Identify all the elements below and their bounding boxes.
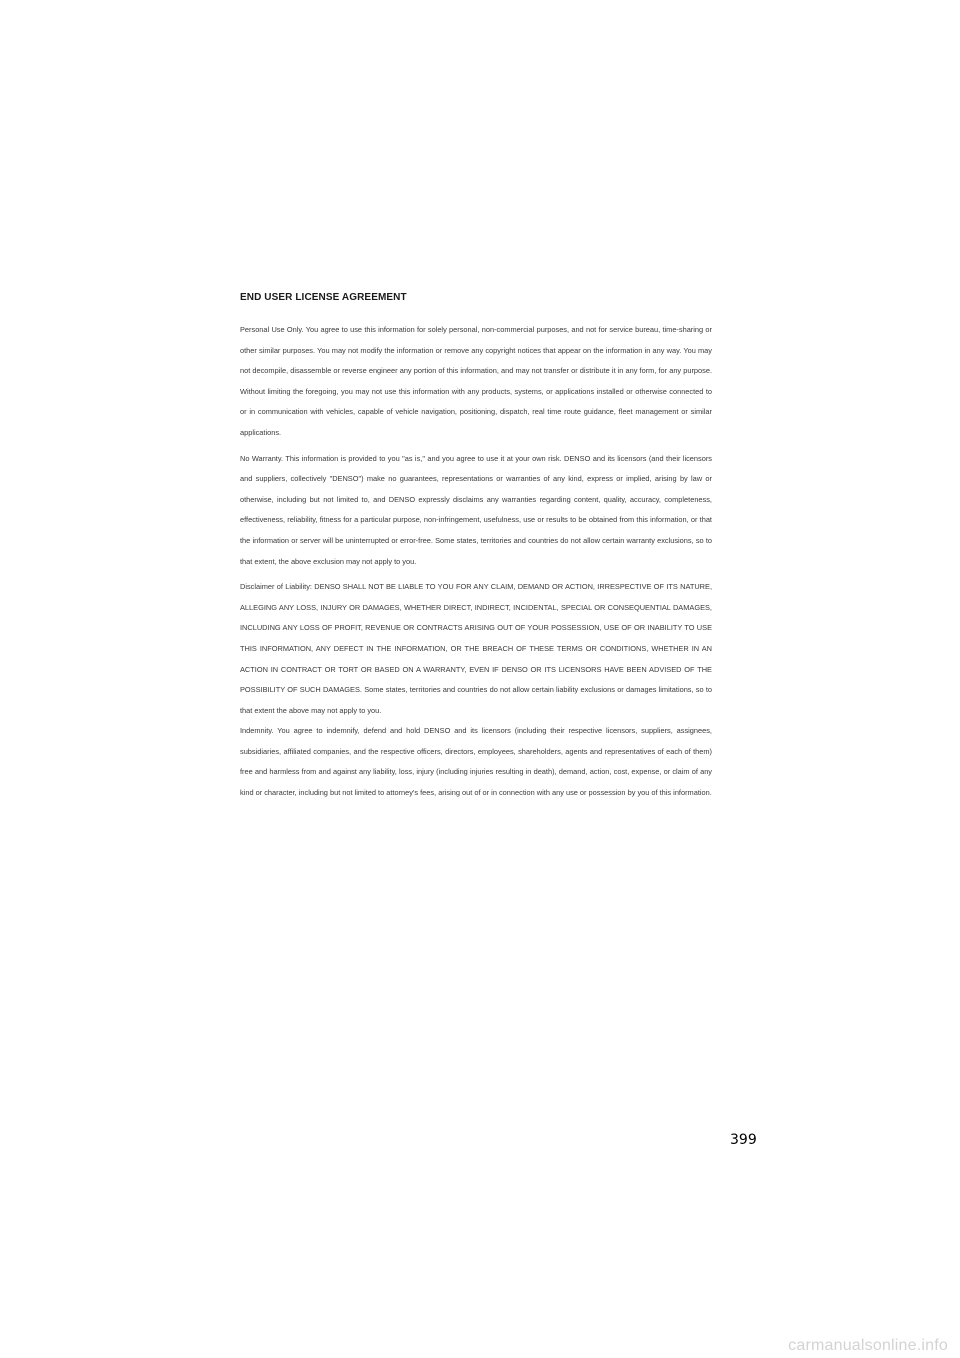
watermark: carmanualsonline.info <box>788 1337 948 1354</box>
paragraph-indemnity: Indemnity. You agree to indemnify, defend and hold DENSO and its licensors (including their respective licensors, suppliers, assignees, subsidiaries, affiliated companies, and the respective officers, directors, employees, shareholders, agents and representatives of each of them) free and harmless from and against any liability, loss, injury (including injuries resulting in death), demand, action, cost, expense, or claim of any kind or character, including but not limited to attorney's fees, arising out of or in connection with any use or possession by you of this information. <box>240 726 712 798</box>
paragraph-disclaimer-of-liability: Disclaimer of Liability: DENSO SHALL NOT BE LIABLE TO YOU FOR ANY CLAIM, DEMAND OR ACTION, IRRESPECTIVE OF ITS NATURE, ALLEGING ANY LOSS, INJURY OR DAMAGES, WHETHER DIRECT, INDIRECT, INCIDENTAL, SPECIAL OR CONSEQUENTIAL DAMAGES, INCLUDING ANY LOSS OF PROFIT, REVENUE OR CONTRACTS ARISING OUT OF YOUR POSSESSION, USE OF OR INABILITY TO USE THIS INFORMATION, ANY DEFECT IN THE INFORMATION, OR THE BREACH OF THESE TERMS OR CONDITIONS, WHETHER IN AN ACTION IN CONTRACT OR TORT OR BASED ON A WARRANTY, EVEN IF DENSO OR ITS LICENSORS HAVE BEEN ADVISED OF THE POSSIBILITY OF SUCH DAMAGES. Some states, territories and countries do not allow certain liability exclusions or damages limitations, so to that extent the above may not apply to you. <box>240 582 712 715</box>
eula-section <box>240 292 712 809</box>
eula-title: END USER LICENSE AGREEMENT <box>240 292 407 303</box>
page-number: 399 <box>730 1132 757 1148</box>
paragraph-no-warranty: No Warranty. This information is provided to you "as is," and you agree to use it at your own risk. DENSO and its licensors (and their licensors and suppliers, collectively "DENSO") make no guarantees, representations or warranties of any kind, express or implied, arising by law or otherwise, including but not limited to, and DENSO expressly disclaims any warranties regarding content, quality, accuracy, completeness, effectiveness, reliability, fitness for a particular purpose, non-infringement, usefulness, use or results to be obtained from this information, or that the information or server will be uninterrupted or error-free. Some states, territories and countries do not allow certain warranty exclusions, so to that extent, the above exclusion may not apply to you. <box>240 453 712 566</box>
paragraph-personal-use: Personal Use Only. You agree to use this information for solely personal, non-commercial purposes, and not for service bureau, time-sharing or other similar purposes. You may not modify the information or remove any copyright notices that appear on the information in any way. You may not decompile, disassemble or reverse engineer any portion of this information, and may not transfer or distribute it in any form, for any purpose. Without limiting the foregoing, you may not use this information with any products, systems, or applications installed or otherwise connected to or in communication with vehicles, capable of vehicle navigation, positioning, dispatch, real time route guidance, fleet management or similar applications. <box>240 325 712 437</box>
